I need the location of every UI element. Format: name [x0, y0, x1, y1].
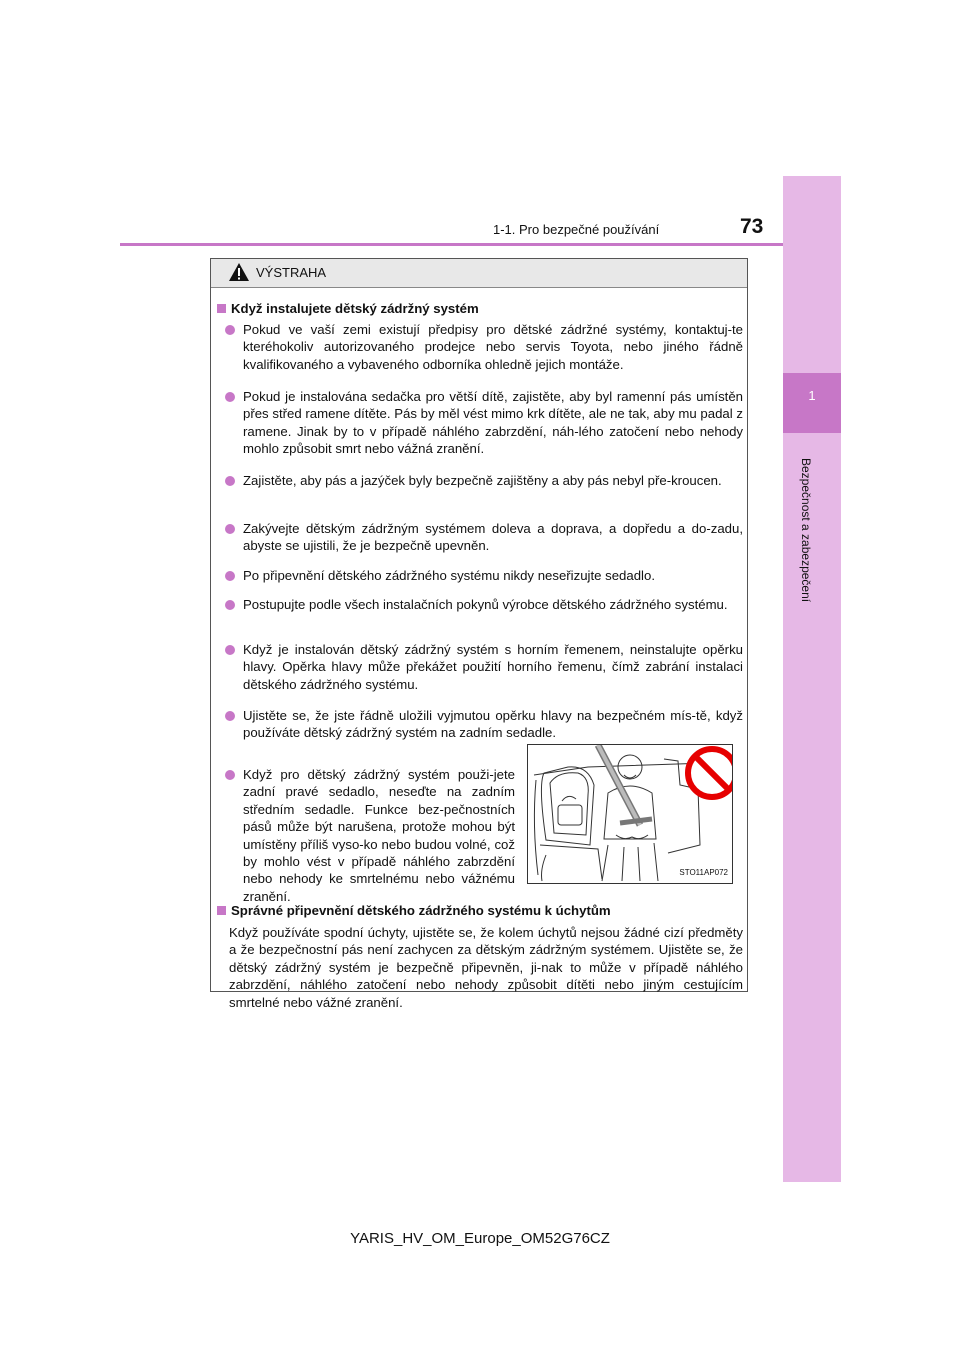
- chapter-number: 1: [808, 388, 816, 403]
- list-item: Pokud ve vaší zemi existují předpisy pro dětské zádržné systémy, kontaktuj-te kteréhokoliv autorizovaného prodejce nebo servis Toyota, nebo jiného řádně kvalifikovaného a vybaveného odborníka ohledně jejich montáže.: [225, 321, 743, 373]
- page-number: 73: [740, 215, 764, 238]
- section-header: 1-1. Pro bezpečné používání: [493, 222, 660, 237]
- section-heading: Když instalujete dětský zádržný systém: [217, 300, 479, 317]
- square-bullet-icon: [217, 906, 226, 915]
- list-item: Zajistěte, aby pás a jazýček byly bezpečně zajištěny a aby pás nebyl pře-kroucen.: [225, 472, 743, 489]
- document-code: YARIS_HV_OM_Europe_OM52G76CZ: [350, 1230, 610, 1247]
- warning-header: [211, 259, 747, 288]
- list-item: Když pro dětský zádržný systém použi-jete zadní pravé sedadlo, neseďte na zadním středním sedadle. Funkce bez-pečnostních pásů může být narušena, protože mohou být umístěny příliš vyso-ko nebo budou volné, což by mohlo vést v případě náhlého zabrzdění nebo nehody ke smrtelnému nebo vážnému zranění.: [225, 766, 515, 905]
- list-item: Po připevnění dětského zádržného systému nikdy neseřizujte sedadlo.: [225, 567, 743, 584]
- bullet-icon: [225, 770, 235, 780]
- chapter-sidetab: [783, 176, 841, 1182]
- warning-title: VÝSTRAHA: [256, 265, 327, 280]
- square-bullet-icon: [217, 304, 226, 313]
- bullet-icon: [225, 524, 235, 534]
- warning-triangle-icon: [228, 262, 250, 282]
- rear-seat-scene-icon: [528, 745, 732, 883]
- chapter-title: Bezpečnost a zabezpečení: [799, 458, 813, 603]
- list-item: Postupujte podle všech instalačních pokynů výrobce dětského zádržného systému.: [225, 596, 743, 613]
- list-item: Pokud je instalována sedačka pro větší dítě, zajistěte, aby byl ramenní pás umístěn přes střed ramene dítěte. Pás by měl vést mimo krk dítěte, ale ne tak, aby mu padal z ramene. Jinak by to v případě náhlého zabrzdění, náh-lého zatočení nebo nehody mohlo způsobit smrt nebo vážná zranění.: [225, 388, 743, 458]
- bullet-icon: [225, 600, 235, 610]
- bullet-icon: [225, 476, 235, 486]
- list-item: Když je instalován dětský zádržný systém s horním řemenem, neinstalujte opěrku hlavy. Opěrka hlavy může překážet použití horního řemenu, čímž zabrání instalaci dětského zádržného systému.: [225, 641, 743, 693]
- bullet-icon: [225, 645, 235, 655]
- illustration-code: STO11AP072: [679, 867, 728, 877]
- child-seat-illustration: [527, 744, 733, 884]
- chapter-marker: [783, 373, 841, 433]
- section-heading: Správné připevnění dětského zádržného systému k úchytům: [217, 902, 611, 919]
- bullet-icon: [225, 711, 235, 721]
- header-rule: [120, 243, 783, 246]
- bullet-icon: [225, 571, 235, 581]
- bullet-icon: [225, 392, 235, 402]
- list-item: Zakývejte dětským zádržným systémem doleva a doprava, a dopředu a do-zadu, abyste se ujistili, že je bezpečně upevněn.: [225, 520, 743, 555]
- section-paragraph: Když používáte spodní úchyty, ujistěte se, že kolem úchytů nejsou žádné cizí předměty a že bezpečnostní pás není zachycen za dětským zádržným systémem. Ujistěte se, že dětský zádržný systém je bezpečně připevněn, ji-nak to může v případě náhlého zabrzdění, náhlého zatočení nebo nehody způsobit dítěti nebo jiným cestujícím smrtelné nebo vážné zranění.: [229, 925, 743, 1010]
- list-item: Ujistěte se, že jste řádně uložili vyjmutou opěrku hlavy na bezpečném mís-tě, když používáte dětský zádržný systém na zadním sedadle.: [225, 707, 743, 742]
- bullet-icon: [225, 325, 235, 335]
- warning-box: [210, 258, 748, 1010]
